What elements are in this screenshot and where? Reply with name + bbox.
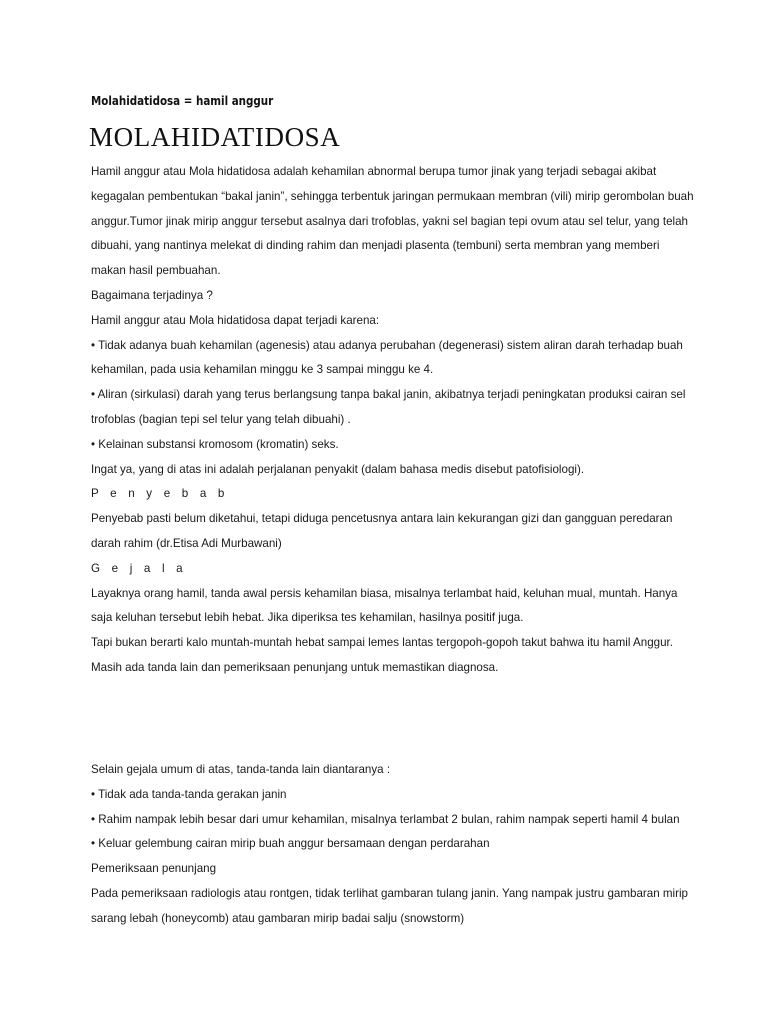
bullet-item: • Keluar gelembung cairan mirip buah anggur bersamaan dengan perdarahan: [91, 837, 490, 851]
other-signs-intro: Selain gejala umum di atas, tanda-tanda lain diantaranya :: [91, 763, 391, 776]
support-heading: Pemeriksaan penunjang: [91, 862, 217, 876]
paragraph-line: sarang lebah (honeycomb) atau gambaran mirip badai salju (snowstorm): [91, 911, 465, 925]
penyebab-heading: P e n y e b a b: [91, 487, 229, 501]
gejala-heading: G e j a l a: [91, 561, 187, 575]
paragraph-line: makan hasil pembuahan.: [91, 264, 221, 278]
intro-paragraph: [91, 160, 694, 681]
paragraph-line: kegagalan pembentukan “bakal janin”, sehingga terbentuk jaringan permukaan membran (vili) mirip gerombolan buah: [91, 189, 694, 203]
paragraph-line: saja keluhan tersebut lebih hebat. Jika diperiksa tes kehamilan, hasilnya positif juga.: [91, 611, 524, 625]
paragraph-line: anggur.Tumor jinak mirip anggur tersebut asalnya dari trofoblas, yakni sel bagian tepi ovum atau sel telur, yang telah: [91, 214, 688, 228]
bullet-item-continued: kehamilan, pada usia kehamilan minggu ke 3 sampai minggu ke 4.: [91, 363, 434, 377]
note-line: Ingat ya, yang di atas ini adalah perjalanan penyakit (dalam bahasa medis disebut patofisiologi).: [91, 462, 585, 476]
paragraph-line: Masih ada tanda lain dan pemeriksaan penunjang untuk memastikan diagnosa.: [91, 660, 499, 674]
bullet-item: • Kelainan substansi kromosom (kromatin) seks.: [91, 437, 339, 451]
bullet-item: • Aliran (sirkulasi) darah yang terus berlangsung tanpa bakal janin, akibatnya terjadi peningkatan produksi cairan sel: [91, 388, 686, 402]
paragraph-line: Penyebab pasti belum diketahui, tetapi diduga pencetusnya antara lain kekurangan gizi dan gangguan peredaran: [91, 512, 673, 526]
paragraph-line: Layaknya orang hamil, tanda awal persis kehamilan biasa, misalnya terlambat haid, keluhan mual, muntah. Hanya: [91, 586, 678, 600]
cause-intro-line: Hamil anggur atau Mola hidatidosa dapat terjadi karena:: [91, 313, 380, 327]
bullet-item-continued: trofoblas (bagian tepi sel telur yang telah dibuahi) .: [91, 412, 351, 426]
paragraph-line: Tapi bukan berarti kalo muntah-muntah hebat sampai lemes lantas tergopoh-gopoh takut bahwa itu hamil Anggur.: [91, 636, 673, 650]
paragraph-line: Hamil anggur atau Mola hidatidosa adalah kehamilan abnormal berupa tumor jinak yang terjadi sebagai akibat: [91, 165, 657, 178]
other-signs-section: [91, 758, 691, 932]
question-line: Bagaimana terjadinya ?: [91, 288, 213, 302]
page-title: MOLAHIDATIDOSA: [89, 122, 341, 152]
header-text: Molahidatidosa = hamil anggur: [91, 94, 274, 108]
paragraph-line: Pada pemeriksaan radiologis atau rontgen, tidak terlihat gambaran tulang janin. Yang nampak justru gambaran mirip: [91, 886, 689, 900]
bullet-item: • Tidak adanya buah kehamilan (agenesis) atau adanya perubahan (degenerasi) sistem aliran darah terhadap buah: [91, 338, 683, 352]
bullet-item: • Tidak ada tanda-tanda gerakan janin: [91, 787, 287, 801]
paragraph-line: dibuahi, yang nantinya melekat di dinding rahim dan menjadi plasenta (tembuni) serta membran yang memberi: [91, 239, 660, 253]
bullet-item: • Rahim nampak lebih besar dari umur kehamilan, misalnya terlambat 2 bulan, rahim nampak seperti hamil 4 bulan: [91, 812, 680, 826]
paragraph-line: darah rahim (dr.Etisa Adi Murbawani): [91, 536, 282, 550]
